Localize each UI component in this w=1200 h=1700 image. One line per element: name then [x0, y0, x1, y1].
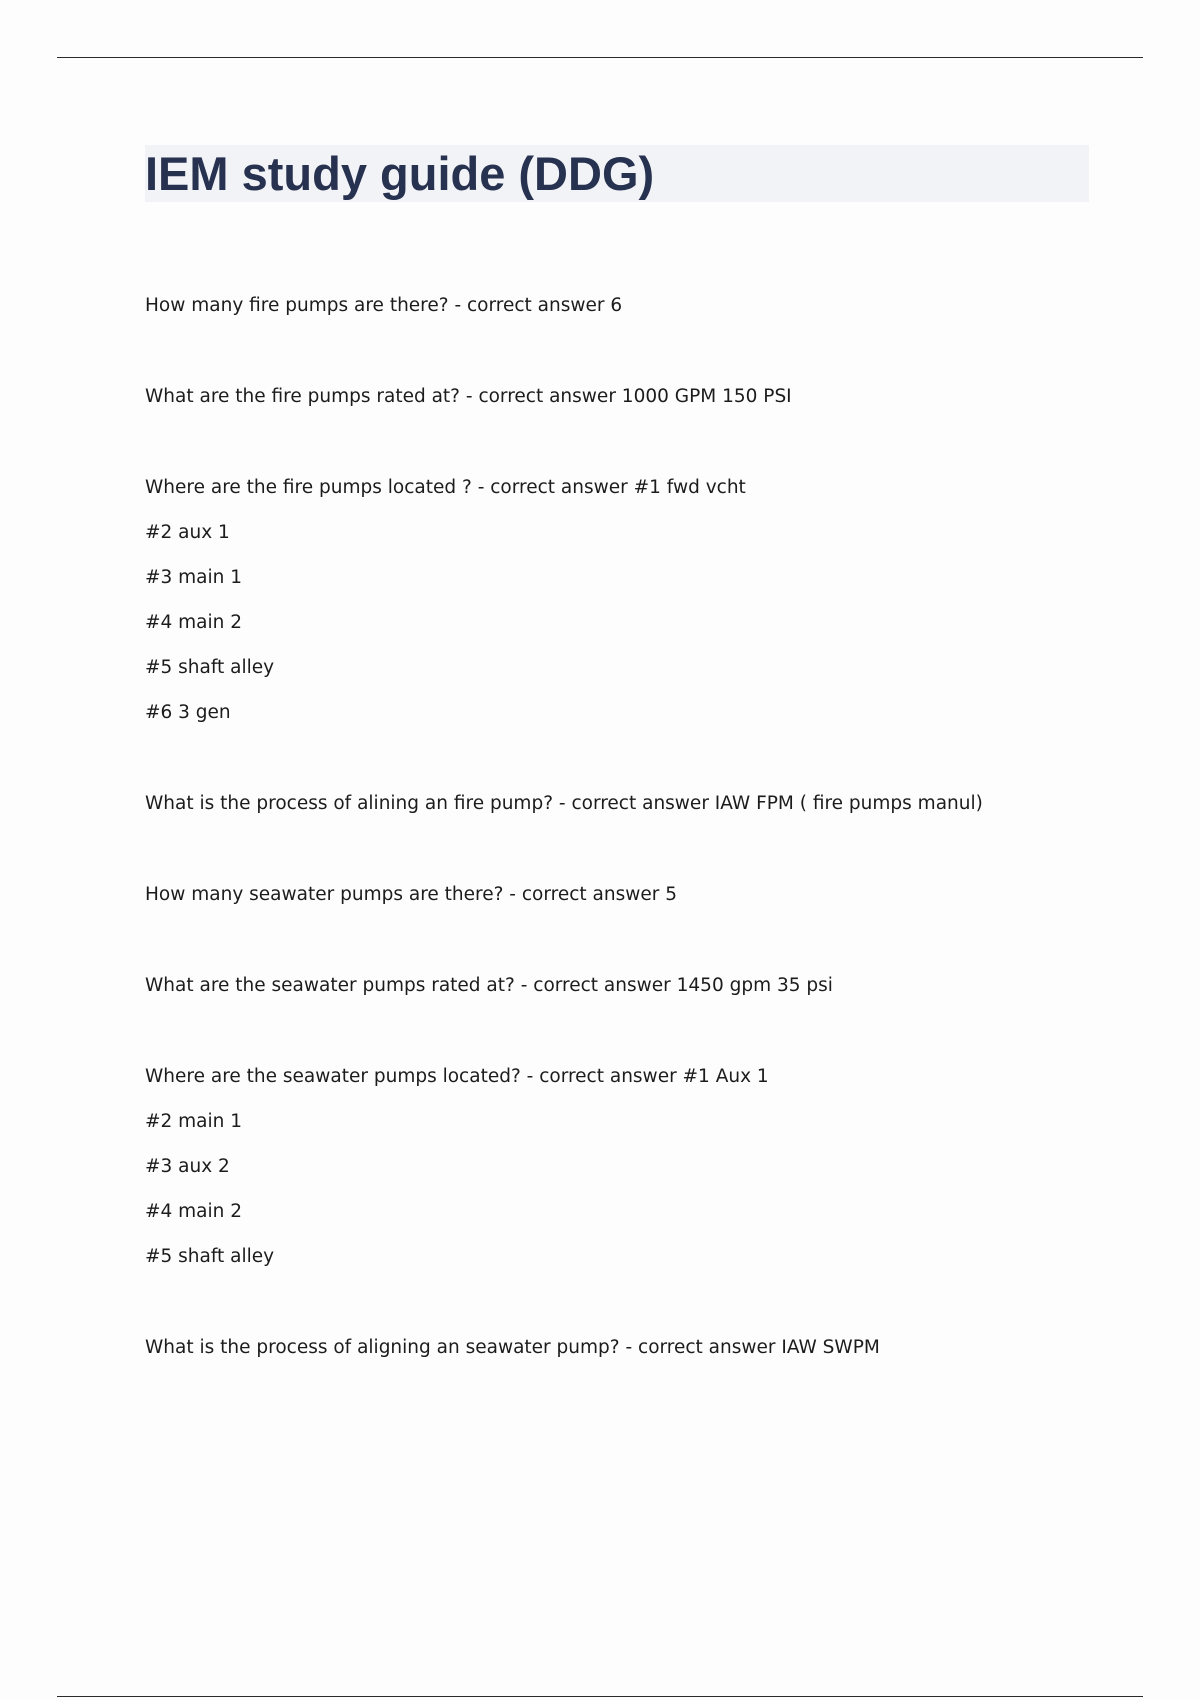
top-rule [57, 57, 1143, 58]
qa-item-continuation: #5 shaft alley [145, 657, 275, 678]
page-title: IEM study guide (DDG) [145, 147, 655, 200]
qa-item-continuation: #5 shaft alley [145, 1246, 275, 1267]
qa-item: Where are the seawater pumps located? - correct answer #1 Aux 1 [145, 1066, 769, 1087]
qa-item-continuation: #2 aux 1 [145, 522, 230, 543]
qa-item: What is the process of aligning an seawater pump? - correct answer IAW SWPM [145, 1337, 880, 1358]
qa-item-continuation: #3 main 1 [145, 567, 243, 588]
bottom-rule [57, 1696, 1143, 1697]
qa-item: Where are the fire pumps located ? - correct answer #1 fwd vcht [145, 477, 746, 498]
qa-item: How many seawater pumps are there? - correct answer 5 [145, 884, 677, 905]
qa-item: What is the process of alining an fire pump? - correct answer IAW FPM ( fire pumps manul) [145, 793, 983, 814]
qa-item-continuation: #4 main 2 [145, 1201, 243, 1222]
qa-item: What are the fire pumps rated at? - correct answer 1000 GPM 150 PSI [145, 386, 792, 407]
qa-item-continuation: #3 aux 2 [145, 1156, 230, 1177]
qa-item: What are the seawater pumps rated at? - correct answer 1450 gpm 35 psi [145, 975, 833, 996]
qa-item: How many fire pumps are there? - correct answer 6 [145, 295, 623, 316]
qa-item-continuation: #4 main 2 [145, 612, 243, 633]
qa-item-continuation: #6 3 gen [145, 702, 231, 723]
qa-item-continuation: #2 main 1 [145, 1111, 243, 1132]
